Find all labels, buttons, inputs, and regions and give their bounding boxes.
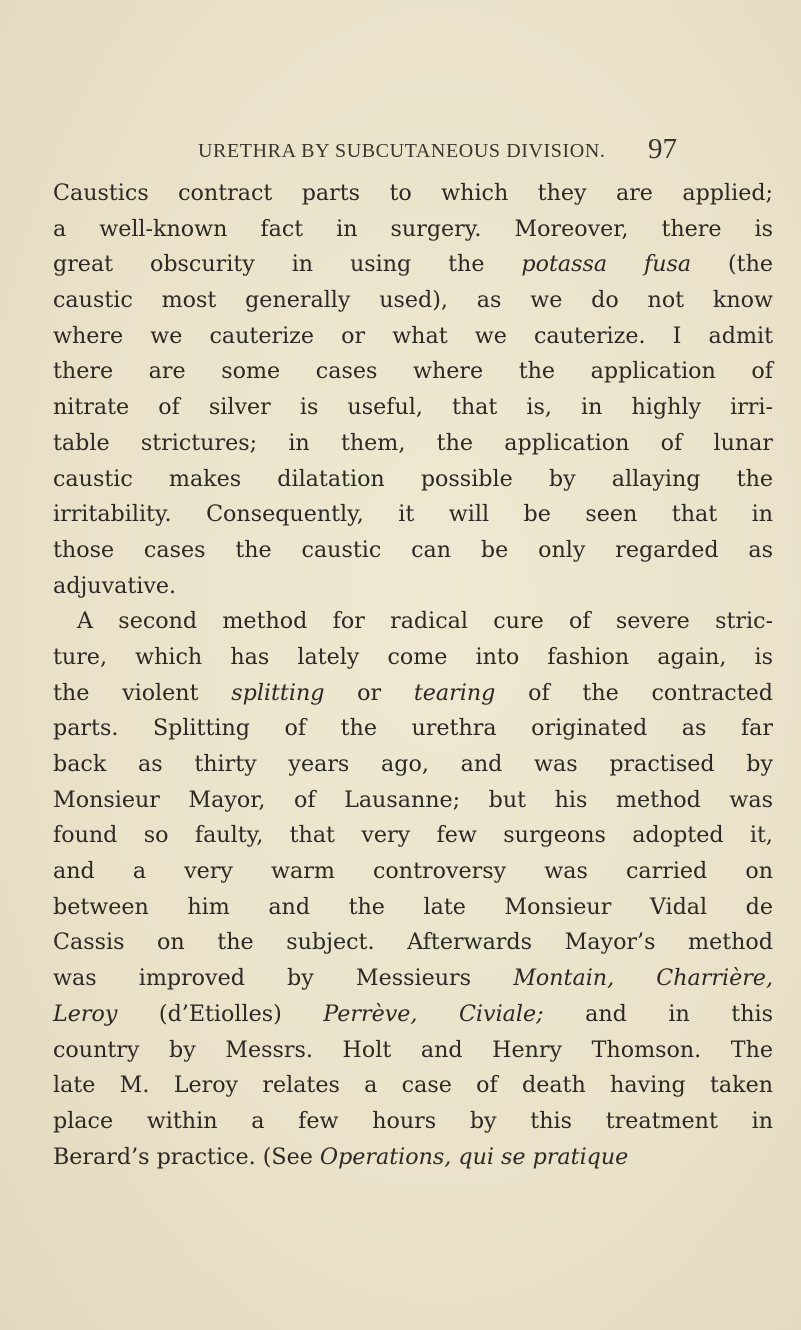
text-line: and a very warm controversy was carried on: [53, 858, 773, 885]
text-run: and in this: [543, 1000, 773, 1027]
text-line: those cases the caustic can be only regarded as: [53, 536, 773, 563]
text-line: there are some cases where the application of: [53, 358, 773, 385]
text-line: Cassis on the subject. Afterwards Mayor’s method: [53, 929, 773, 956]
text-line: [53, 1140, 773, 1176]
body-text: [53, 176, 773, 1175]
text-line: found so faulty, that very few surgeons adopted it,: [53, 822, 773, 849]
text-line: Monsieur Mayor, of Lausanne; but his method was: [53, 786, 773, 813]
italic-text-run: Perrève, Civiale;: [323, 1000, 544, 1027]
text-line: Caustics contract parts to which they are applied;: [53, 180, 773, 206]
text-run: the violent: [53, 679, 232, 706]
italic-text-run: splitting: [231, 679, 325, 706]
text-line: caustic makes dilatation possible by allaying the: [53, 465, 773, 492]
text-run: or: [324, 679, 414, 706]
text-line: table strictures; in them, the application of lunar: [53, 429, 773, 456]
text-line: back as thirty years ago, and was practised by: [53, 751, 773, 777]
text-line: parts. Splitting of the urethra originated as far: [53, 715, 773, 742]
italic-text-run: potassa fusa: [521, 251, 692, 278]
text-run: Berard’s practice. (See: [53, 1143, 320, 1170]
text-line: [53, 961, 773, 997]
text-line: country by Messrs. Holt and Henry Thomson. The: [53, 1036, 773, 1063]
running-head-title: URETHRA BY SUBCUTANEOUS DIVISION.: [198, 140, 606, 162]
text-line: A second method for radical cure of severe stric-: [77, 608, 773, 635]
text-line: [53, 997, 773, 1033]
text-line: ture, which has lately come into fashion again, is: [53, 643, 773, 670]
text-run: (the: [691, 251, 774, 278]
text-run: was improved by Messieurs: [53, 965, 514, 992]
italic-text-run: Montain, Charrière,: [513, 965, 773, 992]
text-line: where we cauterize or what we cauterize. I admit: [53, 322, 773, 349]
text-line: adjuvative.: [53, 572, 177, 599]
text-line: a well-known fact in surgery. Moreover, there is: [53, 215, 773, 242]
text-line: [53, 676, 773, 712]
text-line: caustic most generally used), as we do not know: [53, 287, 773, 314]
text-line: [53, 247, 773, 283]
text-line: late M. Leroy relates a case of death having taken: [53, 1072, 773, 1099]
italic-text-run: Leroy: [53, 1000, 118, 1027]
text-run: (d’Etiolles): [117, 1000, 324, 1027]
italic-text-run: tearing: [413, 679, 496, 706]
text-line: place within a few hours by this treatment in: [53, 1107, 773, 1134]
text-line: between him and the late Monsieur Vidal de: [53, 893, 773, 920]
text-run: great obscurity in using the: [53, 251, 522, 278]
text-line: irritability. Consequently, it will be seen that in: [53, 501, 773, 528]
italic-text-run: Operations, qui se pratique: [319, 1143, 629, 1170]
running-head: [198, 133, 678, 170]
text-run: of the contracted: [495, 679, 773, 706]
page-number: 97: [648, 133, 677, 165]
text-line: nitrate of silver is useful, that is, in highly irri-: [53, 394, 773, 421]
